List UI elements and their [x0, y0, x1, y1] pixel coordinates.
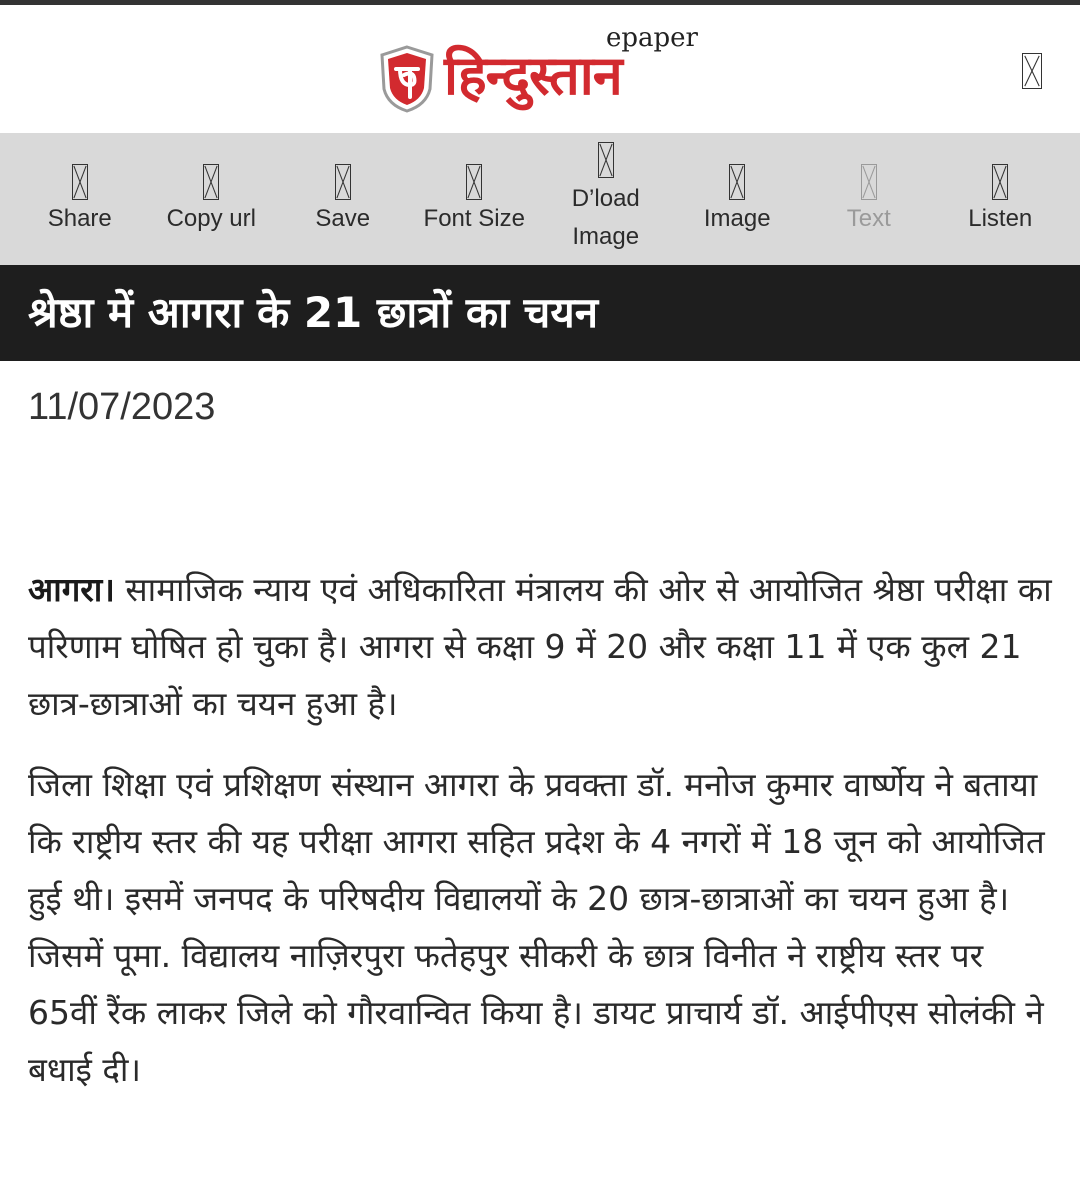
brand-wordmark: हिन्दुस्तान [444, 44, 622, 107]
missing-glyph-icon[interactable] [1022, 53, 1042, 89]
share-button[interactable] [14, 164, 146, 234]
copy-url-label: Copy url [166, 205, 256, 232]
site-header [0, 5, 1080, 133]
save-label: Save [315, 205, 371, 232]
download-label-line1: D’load [571, 185, 640, 212]
brand-logo[interactable] [380, 23, 700, 123]
download-image-label [572, 180, 640, 256]
shield-logo-icon [380, 45, 434, 113]
article-toolbar [0, 133, 1080, 265]
save-button[interactable] [277, 164, 409, 234]
save-icon [335, 164, 351, 200]
link-icon [203, 164, 219, 200]
article-title-bar [0, 265, 1080, 361]
text-view-button[interactable] [803, 164, 935, 234]
share-icon [72, 164, 88, 200]
article-body [0, 561, 1080, 1098]
article-paragraph-1 [28, 561, 1054, 732]
copy-url-button[interactable] [146, 164, 278, 234]
text-label: Text [846, 205, 891, 232]
listen-label: Listen [968, 205, 1033, 232]
article-date: 11/07/2023 [28, 386, 216, 428]
font-size-icon [466, 164, 482, 200]
image-label: Image [703, 205, 771, 232]
epaper-label: epaper [606, 23, 698, 53]
paragraph-1-text: सामाजिक न्याय एवं अधिकारिता मंत्रालय की ओर से आयोजित श्रेष्ठा परीक्षा का परिणाम घोषित हो चुका है। आगरा से कक्षा 9 में 20 और कक्षा 11 में एक कुल 21 छात्र-छात्राओं का चयन हुआ है। [28, 570, 1052, 723]
listen-button[interactable] [935, 164, 1067, 234]
article-paragraph-2: जिला शिक्षा एवं प्रशिक्षण संस्थान आगरा के प्रवक्ता डॉ. मनोज कुमार वार्ष्णेय ने बताया कि राष्ट्रीय स्तर की यह परीक्षा आगरा सहित प्रदेश के 4 नगरों में 18 जून को आयोजित हुई थी। इसमें जनपद के परिषदीय विद्यालयों के 20 छात्र-छात्राओं का चयन हुआ है। जिसमें पूमा. विद्यालय नाज़िरपुरा फतेहपुर सीकरी के छात्र विनीत ने राष्ट्रीय स्तर पर 65वीं रैंक लाकर जिले को गौरवान्वित किया है। डायट प्राचार्य डॉ. आईपीएस सोलंकी ने बधाई दी। [28, 765, 1045, 1089]
speaker-icon [992, 164, 1008, 200]
image-view-button[interactable] [672, 164, 804, 234]
download-image-button[interactable] [540, 142, 672, 256]
article-dateline: आगरा। [28, 570, 115, 609]
image-icon [729, 164, 745, 200]
share-label: Share [47, 205, 112, 232]
download-icon [598, 142, 614, 178]
font-size-button[interactable] [409, 164, 541, 234]
font-size-label: Font Size [423, 205, 525, 232]
text-icon [861, 164, 877, 200]
download-label-line2: Image [572, 223, 640, 250]
article-title: श्रेष्ठा में आगरा के 21 छात्रों का चयन [28, 288, 599, 337]
